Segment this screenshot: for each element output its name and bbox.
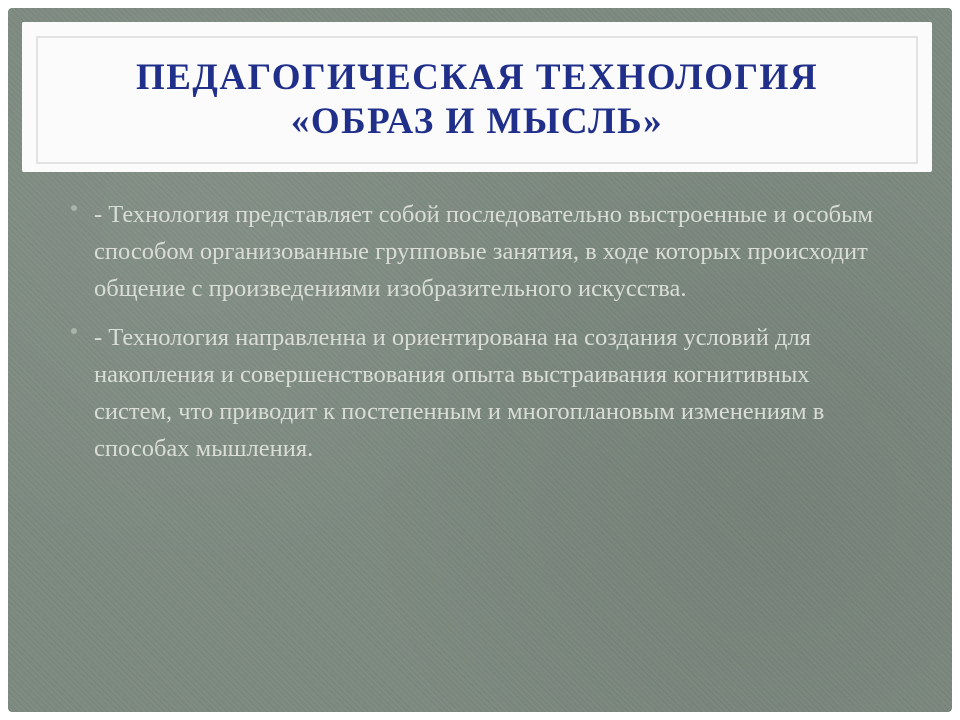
- bullet-item: [68, 319, 888, 467]
- slide-title-line-2: «ОБРАЗ И МЫСЛЬ»: [290, 101, 664, 142]
- title-box: [22, 22, 932, 172]
- slide: [8, 8, 952, 712]
- slide-body: [68, 196, 888, 479]
- bullet-dot-icon: [71, 328, 77, 334]
- bullet-dot-icon: [71, 205, 77, 211]
- slide-title-line-1: ПЕДАГОГИЧЕСКАЯ ТЕХНОЛОГИЯ: [135, 57, 819, 98]
- bullet-text: - Технология направленна и ориентирована на создания условий для накопления и совершенствования опыта выстраивания когнитивных систем, что приводит к постепенным и многоплановым изменениям в способах мышления.: [94, 324, 825, 462]
- bullet-text: - Технология представляет собой последовательно выстроенные и особым способом организованные групповые занятия, в ходе которых происходит общение с произведениями изобразительного искусства.: [94, 201, 874, 302]
- title-frame: [36, 36, 918, 164]
- bullet-item: [68, 196, 888, 307]
